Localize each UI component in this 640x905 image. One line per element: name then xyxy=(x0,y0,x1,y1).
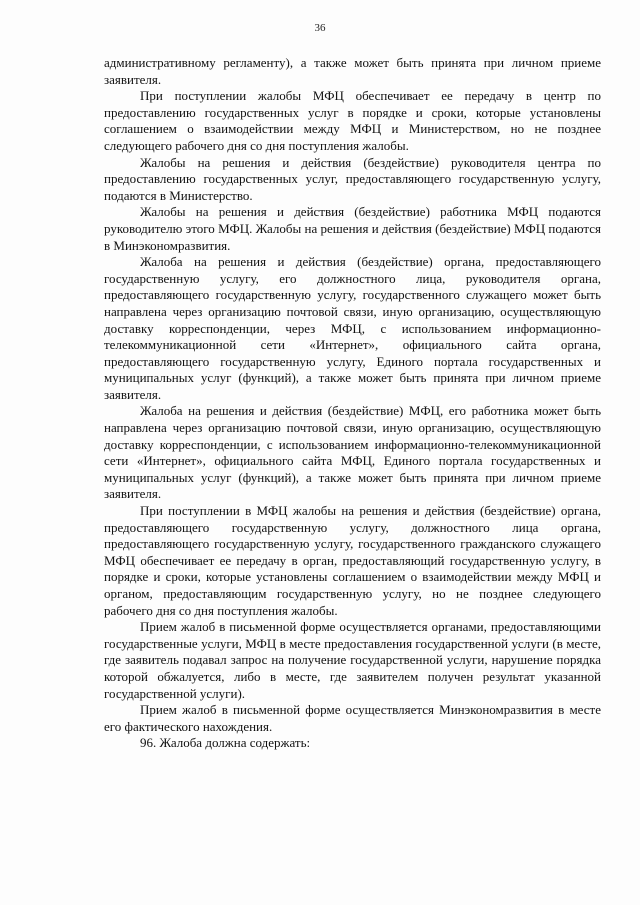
paragraph: административному регламенту), а также может быть принята при личном приеме заявителя. xyxy=(104,55,601,87)
paragraph: Жалобы на решения и действия (бездействие) работника МФЦ подаются руководителю этого МФЦ. Жалобы на решения и действия (бездействие) МФЦ подаются в Минэкономразвития. xyxy=(104,204,601,253)
paragraph: При поступлении в МФЦ жалобы на решения и действия (бездействие) органа, предоставляющего государственную услугу, должностного лица органа, предоставляющего государственную услугу, государственного гражданского служащего МФЦ обеспечивает ее передачу в орган, предоставляющий государственную услугу, в порядке и сроки, которые установлены соглашением о взаимодействии между МФЦ и органом, предоставляющим государственную услугу, но не позднее следующего рабочего дня со дня поступления жалобы. xyxy=(104,503,601,618)
paragraph: Жалоба на решения и действия (бездействие) органа, предоставляющего государственную услугу, его должностного лица, руководителя органа, предоставляющего государственную услугу, государственного служащего может быть направлена через организацию почтовой связи, иную организацию, осуществляющую доставку корреспонденции, через МФЦ, с использованием информационно-телекоммуникационной сети «Интернет», официального сайта органа, предоставляющего государственную услугу, Единого портала государственных и муниципальных услуг (функций), а также может быть принята при личном приеме заявителя. xyxy=(104,254,601,402)
paragraph: Жалобы на решения и действия (бездействие) руководителя центра по предоставлению государственных услуг, предоставляющего государственную услугу, подаются в Министерство. xyxy=(104,154,601,203)
paragraph: Прием жалоб в письменной форме осуществляется Минэкономразвития в месте его фактического нахождения. xyxy=(104,702,601,734)
paragraph: Прием жалоб в письменной форме осуществляется органами, предоставляющими государственные услуги, МФЦ в месте предоставления государственной услуги (в месте, где заявитель подавал запрос на получение государственной услуги, нарушение порядка которой обжалуется, либо в месте, где заявителем получен результат указанной государственной услуги). xyxy=(104,619,601,701)
list-item-heading: 96. Жалоба должна содержать: xyxy=(140,735,311,751)
paragraph: При поступлении жалобы МФЦ обеспечивает ее передачу в центр по предоставлению государственных услуг в порядке и сроки, которые установлены соглашением о взаимодействии между МФЦ и Министерством, но не позднее следующего рабочего дня со дня поступления жалобы. xyxy=(104,88,601,153)
paragraph: Жалоба на решения и действия (бездействие) МФЦ, его работника может быть направлена через организацию почтовой связи, иную организацию, осуществляющую доставку корреспонденции, с использованием информационно-телекоммуникационной сети «Интернет», официального сайта МФЦ, Единого портала государственных и муниципальных услуг (функций), а также может быть принята при личном приеме заявителя. xyxy=(104,403,601,502)
document-body xyxy=(104,55,601,752)
page-number: 36 xyxy=(314,22,326,34)
